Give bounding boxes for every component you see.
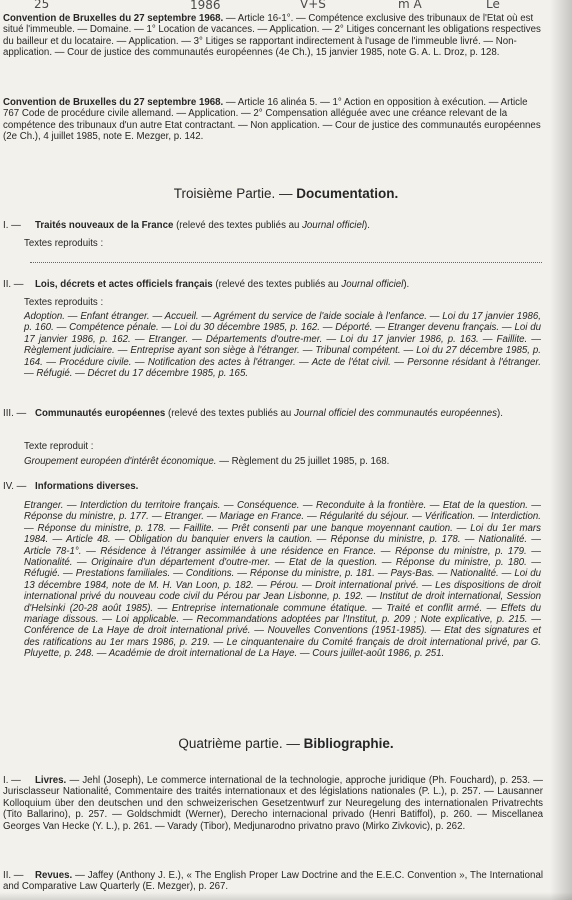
case-entry-1 [3,13,543,59]
handwritten-note-2: 1986 [190,0,221,12]
section-number: I. — [3,220,21,231]
section-3-heading [3,408,543,419]
section-note: (relevé des textes publiés au [173,220,303,231]
section-number: I. — [3,775,21,786]
handwritten-note-5: Le [486,0,500,11]
section-number: II. — [3,870,24,881]
part-title: Documentation. [296,186,399,201]
section-title: Livres. [35,775,67,786]
section-2-subheading: Textes reproduits : [24,297,104,308]
body-roman: — Règlement du 25 juillet 1985, p. 168. [216,456,390,467]
part-label: Troisième Partie. — [173,186,297,201]
section-number: II. — [3,279,24,290]
section-title: Traités nouveaux de la France [35,220,174,231]
part-three-heading [0,186,572,201]
case-entry-text: — Article 16 alinéa 5. — 1° Action en opposition à exécution. — Article 767 Code de procédure civile allemand. — Application. — 2° Compensation alléguée avec une créance relevant de la compétence des tribunaux d'un autre Etat contractant. — Non application. — Cour de justice des communautés européennes (2e Ch.), 4 juillet 1985, note E. Mezger, p. 142. [3,97,541,143]
section-title: Communautés européennes [35,408,166,419]
journal-name: Journal officiel des communautés européennes [293,408,498,419]
section-2-heading [3,279,543,290]
dotted-divider [30,262,542,263]
bibliography-reviews [3,870,543,893]
handwritten-note-4: m A [398,0,422,11]
section-4-body: Etranger. — Interdiction du territoire français. — Conséquence. — Reconduite à la frontière. — Etat de la question. — Réponse du ministre, p. 177. — Etranger. — Mariage en France. — Régularité du séjour. — Vérification. — Interdiction. — Réponse du ministre, p. 178. — Faillite. — Prêt consenti par une banque moyennant caution. — Loi du 1er mars 1984. — Article 48. — Obligation du banquier envers la caution. — Réponse du ministre, p. 178. — Nationalité. — Article 78-1°. — Résidence à l'étranger assimilée à une résidence en France. — Réponse du ministre, p. 179. — Nationalité. — Originaire d'un département d'outre-mer. — Etat de la question. — Réponse du ministre, p. 180. — Réfugié. — Prestations familiales. — Conditions. — Réponse du ministre, p. 181. — Pays-Bas. — Nationalité. — Loi du 13 décembre 1984, note de M. H. Van Loon, p. 182. — Pérou. — Droit international privé. — Les dispositions de droit international privé du nouveau code civil du Pérou par Jean Lisbonne, p. 192. — Institut de droit international, Session d'Helsinki (20-28 août 1985). — Entreprise internationale commune étatique. — Traité et conflit armé. — Effets du mariage dissous. — Loi applicable. — Recommandations adoptées par l'Institut, p. 209 ; Note explicative, p. 215. — Conférence de La Haye de droit international privé. — Nouvelles Conventions (1951-1985). — Etat des signatures et des ratifications au 1er mars 1986, p. 219. — Le cinquantenaire du Comité français de droit international privé, par G. Pluyette, p. 248. — Académie de droit international de La Haye. — Cours juillet-août 1986, p. 251. [24,500,541,660]
section-2-body: Adoption. — Enfant étranger. — Accueil. — Agrément du service de l'aide sociale à l'enfance. — Loi du 17 janvier 1986, p. 160. — Compétence pénale. — Loi du 30 décembre 1985, p. 162. — Déporté. — Etranger devenu français. — Loi du 17 janvier 1986, p. 162. — Etranger. — Départements d'outre-mer. — Loi du 17 janvier 1986, p. 163. — Faillite. — Règlement judiciaire. — Entreprise ayant son siège à l'étranger. — Tribunal compétent. — Loi du 27 décembre 1985, p. 164. — Procédure civile. — Notification des actes à l'étranger. — Acte de l'état civil. — Personne résidant à l'étranger. — Réfugié. — Décret du 17 décembre 1985, p. 165. [24,311,541,380]
body-italic: Groupement européen d'intérêt économique. [24,456,217,467]
journal-name: Journal officiel [302,220,365,231]
section-title: Lois, décrets et actes officiels français [35,279,213,290]
case-entry-text: — Article 16-1°. — Compétence exclusive des tribunaux de l'Etat où est situé l'immeuble. — Domaine. — 1° Location de vacances. — Application. — 2° Litiges concernant les obligations respectives du bailleur et du locataire. — Application. — 3° Litiges se rapportant indirectement à l'usage de l'immeuble livré. — Non-application. — Cour de justice des communautés européennes (4e Ch.), 15 janvier 1985, note G. A. L. Droz, p. 128. [3,13,541,59]
section-title: Informations diverses. [35,481,139,492]
section-1-subheading: Textes reproduits : [24,238,104,249]
section-title: Revues. [35,870,73,881]
part-label: Quatrième partie. — [178,736,304,751]
bibliography-text: — Jaffey (Anthony J. E.), « The English Proper Law Doctrine and the E.E.C. Convention », The International and Comparative Law Quarterly (E. Mezger), p. 267. [3,870,543,893]
bibliography-books [3,775,543,832]
section-note: (relevé des textes publiés au [212,279,342,290]
bibliography-text: — Jehl (Joseph), Le commerce international de la technologie, approche juridique (Ph. Fouchard), p. 253. — Jurisclasseur Nationalité, Commentaire des traités internationaux et des législations nationales (P. L.), p. 257. — Lausanner Kolloquium über den deutschen und den schweizerischen Gesetzentwurf zur Neuregelung des internationalen Privatrechts (Tito Ballarino), p. 257. — Goldschmidt (Werner), Derecho internacional privado (Henri Batiffol), p. 260. — Miscellanea Georges Van Hecke (Y. L.), p. 261. — Varady (Tibor), Medjunarodno privatno pravo (Mirko Zivkovic), p. 262. [3,775,543,832]
handwritten-note-1: 25 [34,0,50,11]
case-entry-title: Convention de Bruxelles du 27 septembre 1968. [3,13,224,24]
handwritten-note-3: V+S [300,0,326,11]
part-title: Bibliographie. [303,736,394,751]
section-number: IV. — [3,481,27,492]
section-note: (relevé des textes publiés au [165,408,294,419]
section-1-heading [3,220,543,231]
section-note-end: ). [364,220,370,231]
section-number: III. — [3,408,27,419]
section-3-subheading: Texte reproduit : [24,441,94,452]
section-3-body [24,456,541,467]
journal-name: Journal officiel [341,279,404,290]
section-note-end: ). [497,408,503,419]
part-four-heading [0,736,572,751]
case-entry-2 [3,97,543,143]
case-entry-title: Convention de Bruxelles du 27 septembre 1968. [3,97,224,108]
page-edge-shadow [550,0,572,900]
page-bottom-shadow [0,892,572,900]
section-note-end: ). [403,279,410,290]
section-4-heading [3,481,543,492]
